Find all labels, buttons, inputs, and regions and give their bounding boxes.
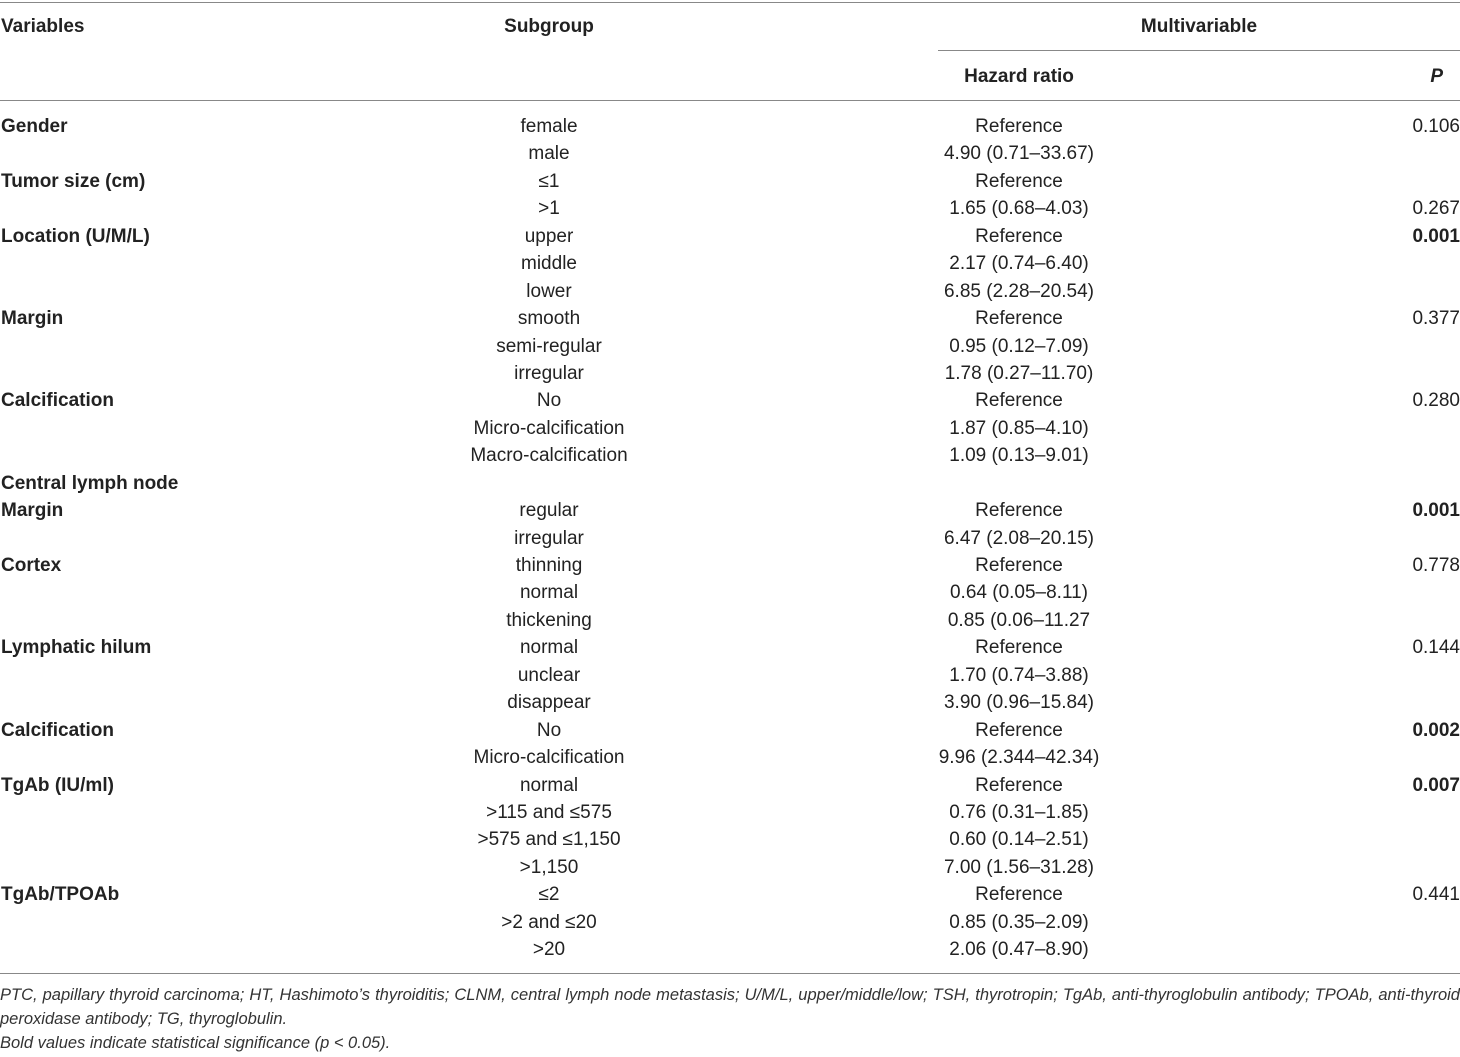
subgroup-cell: >575 and ≤1,150 — [477, 829, 621, 851]
table-row — [0, 525, 1460, 552]
subgroup-cell: Micro-calcification — [473, 417, 625, 439]
hazard-ratio-cell: 1.78 (0.27–11.70) — [944, 362, 1094, 384]
p-value-cell: 0.441 — [1412, 884, 1460, 906]
header-multivariable: Multivariable — [1140, 16, 1258, 37]
variable-cell: Calcification — [1, 390, 114, 412]
hazard-ratio-cell: 1.70 (0.74–3.88) — [949, 664, 1089, 686]
p-value-cell: 0.001 — [1412, 500, 1460, 522]
table-row — [0, 168, 1460, 195]
subgroup-cell: middle — [521, 253, 577, 275]
subgroup-cell: >2 and ≤20 — [501, 911, 597, 933]
hazard-ratio-cell: 7.00 (1.56–31.28) — [943, 856, 1095, 878]
subgroup-cell: regular — [519, 500, 579, 522]
variable-cell: Calcification — [1, 719, 114, 741]
subgroup-cell: irregular — [514, 527, 584, 549]
header-p-value: P — [1430, 66, 1443, 87]
table-bottom-rule — [0, 973, 1460, 974]
table-row — [0, 826, 1460, 853]
hazard-ratio-cell: Reference — [975, 225, 1063, 247]
hazard-ratio-cell: 9.96 (2.344–42.34) — [938, 747, 1100, 769]
p-value-cell: 0.007 — [1412, 774, 1460, 796]
p-value-cell: 0.144 — [1412, 637, 1460, 659]
hazard-ratio-cell: 1.09 (0.13–9.01) — [949, 445, 1089, 467]
table-row — [0, 360, 1460, 387]
variable-cell: Margin — [1, 500, 64, 522]
subgroup-cell: No — [536, 719, 562, 741]
subgroup-cell: semi-regular — [496, 335, 602, 357]
hazard-ratio-cell: 0.60 (0.14–2.51) — [949, 829, 1089, 851]
variable-cell: TgAb/TPOAb — [1, 884, 120, 906]
header-variables: Variables — [1, 16, 85, 37]
hazard-ratio-cell: Reference — [975, 637, 1063, 659]
hazard-ratio-cell: Reference — [975, 170, 1063, 192]
table-row — [0, 662, 1460, 689]
hazard-ratio-cell: 0.85 (0.35–2.09) — [949, 911, 1089, 933]
hazard-ratio-cell: 6.85 (2.28–20.54) — [943, 280, 1095, 302]
table-row — [0, 552, 1460, 579]
header-hazard-ratio: Hazard ratio — [964, 66, 1074, 87]
hazard-ratio-cell: 1.87 (0.85–4.10) — [949, 417, 1089, 439]
variable-cell: Central lymph node — [1, 472, 179, 494]
subgroup-cell: ≤1 — [538, 170, 560, 192]
subgroup-cell: disappear — [507, 692, 591, 714]
variable-cell: Cortex — [1, 555, 62, 576]
p-value-cell: 0.001 — [1412, 225, 1460, 247]
subgroup-cell: Micro-calcification — [473, 747, 625, 769]
subgroup-cell: >1,150 — [519, 856, 579, 878]
p-value-cell: 0.778 — [1412, 555, 1460, 576]
top-rule — [0, 2, 1460, 3]
hazard-ratio-cell: Reference — [975, 500, 1063, 522]
footnote-significance: Bold values indicate statistical significance (p < 0.05). — [0, 1034, 391, 1052]
p-value-cell: 0.280 — [1412, 390, 1460, 412]
table-footnote — [0, 983, 1460, 1055]
hazard-ratio-cell: 6.47 (2.08–20.15) — [943, 527, 1095, 549]
variable-cell: Tumor size (cm) — [1, 170, 146, 192]
subgroup-cell: >1 — [538, 198, 560, 220]
subgroup-cell: ≤2 — [538, 884, 560, 906]
table-row — [0, 881, 1460, 908]
hazard-ratio-cell: 3.90 (0.96–15.84) — [943, 692, 1095, 714]
subgroup-cell: normal — [519, 637, 579, 659]
hazard-ratio-cell: Reference — [975, 308, 1063, 330]
table-row — [0, 113, 1460, 140]
table-row — [0, 497, 1460, 524]
hazard-ratio-cell: Reference — [975, 719, 1063, 741]
p-value-cell: 0.002 — [1412, 719, 1460, 741]
subgroup-cell: unclear — [517, 664, 581, 686]
hazard-ratio-cell: Reference — [975, 390, 1063, 412]
hazard-ratio-cell: 0.85 (0.06–11.27 — [947, 609, 1091, 631]
hazard-ratio-cell: Reference — [975, 884, 1063, 906]
header-subgroup: Subgroup — [504, 16, 594, 37]
subgroup-cell: female — [520, 116, 578, 137]
table-row — [0, 689, 1460, 716]
subgroup-cell: upper — [524, 225, 574, 247]
table-row — [0, 442, 1460, 469]
hazard-ratio-cell: 0.76 (0.31–1.85) — [949, 801, 1089, 823]
subgroup-cell: irregular — [514, 362, 584, 384]
variable-cell: Gender — [1, 116, 68, 137]
subgroup-cell: male — [528, 143, 570, 165]
footnote-abbreviations: PTC, papillary thyroid carcinoma; HT, Hashimoto’s thyroiditis; CLNM, central lymph node metastasis; U/M/L, upper/middle/low; TSH, thyrotropin; TgAb, anti-thyroglobulin antibody; TPOAb, anti-thyroid peroxidase antibody; TG, thyroglobulin. — [0, 986, 1460, 1028]
p-value-cell: 0.106 — [1412, 116, 1460, 137]
table-row — [0, 936, 1460, 963]
hazard-ratio-cell: 0.95 (0.12–7.09) — [949, 335, 1089, 357]
hazard-ratio-cell: 1.65 (0.68–4.03) — [949, 198, 1089, 220]
table-row — [0, 717, 1460, 744]
p-value-cell: 0.377 — [1412, 308, 1460, 330]
table-row — [0, 607, 1460, 634]
header-bottom-rule — [0, 100, 1460, 101]
table-row — [0, 223, 1460, 250]
table-row — [0, 140, 1460, 167]
subgroup-cell: smooth — [517, 308, 581, 330]
table-row — [0, 278, 1460, 305]
hazard-ratio-cell: 0.64 (0.05–8.11) — [949, 582, 1089, 604]
subgroup-cell: Macro-calcification — [470, 445, 628, 467]
table-body — [0, 113, 1460, 964]
table-row — [0, 909, 1460, 936]
subgroup-cell: >20 — [532, 939, 566, 961]
hazard-ratio-cell: Reference — [975, 774, 1063, 796]
p-value-cell: 0.267 — [1412, 198, 1460, 220]
subgroup-cell: normal — [519, 582, 579, 604]
table-row — [0, 799, 1460, 826]
table-row — [0, 195, 1460, 222]
variable-cell: Lymphatic hilum — [1, 637, 152, 659]
table-row — [0, 250, 1460, 277]
hazard-ratio-cell: 4.90 (0.71–33.67) — [943, 143, 1095, 165]
variable-cell: TgAb (IU/ml) — [1, 774, 114, 796]
table-row — [0, 772, 1460, 799]
hazard-ratio-cell: 2.17 (0.74–6.40) — [949, 253, 1089, 275]
table-row — [0, 579, 1460, 606]
subgroup-cell: No — [536, 390, 562, 412]
table-row — [0, 854, 1460, 881]
subgroup-cell: thickening — [506, 609, 592, 631]
table-row — [0, 387, 1460, 414]
table-row — [0, 470, 1460, 497]
multivariable-rule — [938, 50, 1460, 51]
hazard-ratio-cell: 2.06 (0.47–8.90) — [949, 939, 1089, 961]
subgroup-cell: normal — [519, 774, 579, 796]
variable-cell: Location (U/M/L) — [1, 225, 150, 247]
subgroup-cell: >115 and ≤575 — [486, 801, 612, 823]
hazard-ratio-cell: Reference — [975, 116, 1063, 137]
hazard-ratio-cell: Reference — [975, 555, 1063, 576]
table-row — [0, 634, 1460, 661]
subgroup-cell: lower — [526, 280, 572, 302]
subgroup-cell: thinning — [515, 555, 583, 576]
table-row — [0, 744, 1460, 771]
table-row — [0, 305, 1460, 332]
table-row — [0, 333, 1460, 360]
table-row — [0, 415, 1460, 442]
variable-cell: Margin — [1, 308, 64, 330]
